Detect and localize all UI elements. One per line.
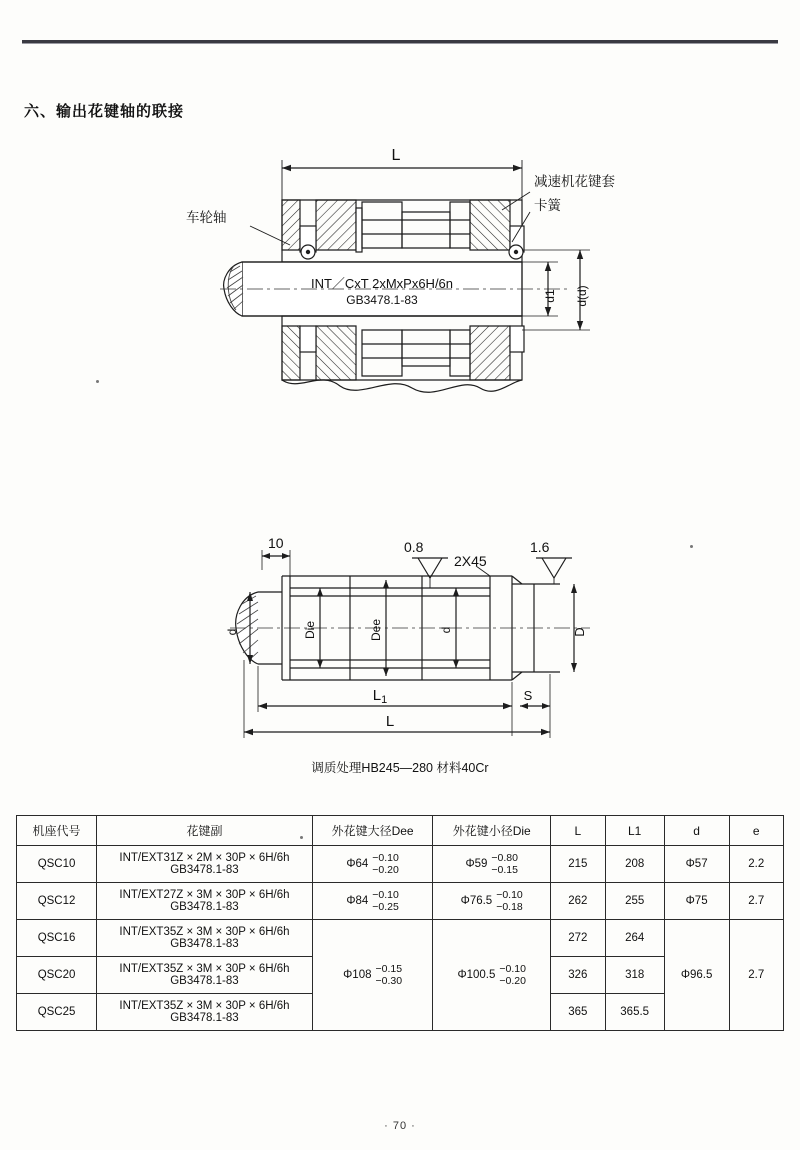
cell-die-merged: [433, 920, 551, 1031]
cell-spline: [97, 920, 313, 957]
spline-line-2: GB3478.1-83: [170, 864, 239, 877]
cell-e: 2.2: [729, 846, 783, 883]
cell-l1: 365.5: [605, 994, 664, 1031]
cell-code: QSC16: [17, 920, 97, 957]
dee-value: Φ84: [346, 895, 369, 908]
die-tol-upper: −0.10: [496, 889, 523, 902]
fig1-label-d-d: d(d): [575, 285, 589, 307]
cell-dee-merged: [312, 920, 433, 1031]
die-value: Φ100.5: [457, 969, 496, 982]
th-code: 机座代号: [17, 816, 97, 846]
spline-line-2: GB3478.1-83: [170, 901, 239, 914]
th-d: d: [664, 816, 729, 846]
th-dee: 外花键大径Dee: [312, 816, 433, 846]
cell-dee: [312, 883, 433, 920]
cell-l1: 255: [605, 883, 664, 920]
cell-l: 326: [551, 957, 606, 994]
dee-tol-lower: −0.30: [375, 975, 403, 988]
fig2-label-d-small: d: [225, 628, 239, 636]
spline-line-1: INT/EXT35Z × 3M × 30P × 6H/6h: [119, 1000, 290, 1013]
th-e: e: [729, 816, 783, 846]
th-l: L: [551, 816, 606, 846]
dee-tol-lower: −0.20: [372, 864, 399, 877]
fig1-label-wheel-shaft: 车轮轴: [186, 210, 227, 225]
cell-code: QSC10: [17, 846, 97, 883]
fig2-label-chamfer: 2X45: [454, 553, 487, 569]
dee-tol-upper: −0.15: [375, 963, 403, 976]
die-tol-upper: −0.80: [491, 852, 518, 864]
cell-dee: [312, 846, 433, 883]
th-die: 外花键小径Die: [433, 816, 551, 846]
fig1-label-spline-sleeve: 减速机花键套: [534, 174, 615, 189]
dee-tol-upper: −0.10: [372, 889, 399, 902]
spline-line-2: GB3478.1-83: [170, 938, 239, 951]
die-tol-lower: −0.18: [496, 901, 523, 914]
fig1-spec-line2: GB3478.1-83: [346, 293, 418, 307]
fig2-label-ra16: 1.6: [530, 539, 550, 555]
page-number: · 70 ·: [384, 1120, 416, 1132]
die-value: Φ76.5: [460, 895, 493, 908]
fig1-label-snap-ring: 卡簧: [534, 198, 561, 213]
section-title: 六、输出花键轴的联接: [24, 103, 185, 120]
spline-line-1: INT/EXT31Z × 2M × 30P × 6H/6h: [119, 852, 290, 865]
fig2-label-10: 10: [268, 535, 284, 551]
cell-d-merged: Φ96.5: [664, 920, 729, 1031]
cell-spline: [97, 957, 313, 994]
scan-speck: [96, 380, 99, 383]
fig2-label-L1: $L_1$: [372, 687, 388, 706]
th-l1: L1: [605, 816, 664, 846]
fig2-label-S: S: [523, 688, 533, 703]
die-value: Φ59: [465, 858, 488, 871]
th-spline: 花键副: [97, 816, 313, 846]
figure-spline-shaft-assembly: [150, 130, 670, 430]
cell-spline: [97, 883, 313, 920]
cell-l1: 264: [605, 920, 664, 957]
die-tol-lower: −0.20: [499, 975, 526, 988]
fig2-label-Die: Die: [303, 620, 317, 640]
header-rule: [22, 40, 778, 43]
fig2-label-D: D: [572, 627, 587, 637]
table-row: [17, 883, 784, 920]
fig2-label-L: L: [385, 713, 395, 730]
spline-line-1: INT/EXT35Z × 3M × 30P × 6H/6h: [119, 963, 290, 976]
dee-value: Φ64: [346, 858, 369, 871]
figure-shaft-dimensions: [190, 530, 650, 760]
cell-code: QSC25: [17, 994, 97, 1031]
table-header-row: [17, 816, 784, 846]
table-row: [17, 920, 784, 957]
scan-speck: [300, 836, 303, 839]
fig2-label-d-mid: d: [439, 626, 453, 634]
cell-spline: [97, 994, 313, 1031]
cell-e-merged: 2.7: [729, 920, 783, 1031]
die-tol-lower: −0.15: [491, 864, 518, 877]
cell-l1: 208: [605, 846, 664, 883]
cell-l: 272: [551, 920, 606, 957]
die-tol-upper: −0.10: [499, 963, 526, 976]
cell-code: QSC12: [17, 883, 97, 920]
spline-line-1: INT/EXT27Z × 3M × 30P × 6H/6h: [119, 889, 290, 902]
cell-code: QSC20: [17, 957, 97, 994]
cell-l1: 318: [605, 957, 664, 994]
spec-table-wrapper: [16, 815, 784, 1031]
cell-l: 262: [551, 883, 606, 920]
spline-line-1: INT/EXT35Z × 3M × 30P × 6H/6h: [119, 926, 290, 939]
dee-tol-upper: −0.10: [372, 852, 399, 864]
fig1-label-L: L: [391, 147, 401, 164]
dee-value: Φ108: [343, 969, 372, 982]
cell-die: [433, 883, 551, 920]
fig2-label-ra08: 0.8: [404, 539, 424, 555]
cell-d: Φ75: [664, 883, 729, 920]
cell-d: Φ57: [664, 846, 729, 883]
spec-table: [16, 815, 784, 1031]
scan-speck: [690, 545, 693, 548]
cell-l: 215: [551, 846, 606, 883]
cell-e: 2.7: [729, 883, 783, 920]
cell-spline: [97, 846, 313, 883]
table-row: [17, 846, 784, 883]
fig1-label-d1: d1: [543, 289, 557, 303]
cell-die: [433, 846, 551, 883]
cell-l: 365: [551, 994, 606, 1031]
fig1-spec-line1: INT／CxT 2xMxPx6H/6n: [310, 276, 454, 291]
spline-line-2: GB3478.1-83: [170, 975, 239, 988]
dee-tol-lower: −0.25: [372, 901, 399, 914]
spline-line-2: GB3478.1-83: [170, 1012, 239, 1025]
heat-treatment-note: 调质处理HB245—280 材料40Cr: [311, 761, 489, 775]
fig2-label-Dee: Dee: [369, 618, 383, 642]
